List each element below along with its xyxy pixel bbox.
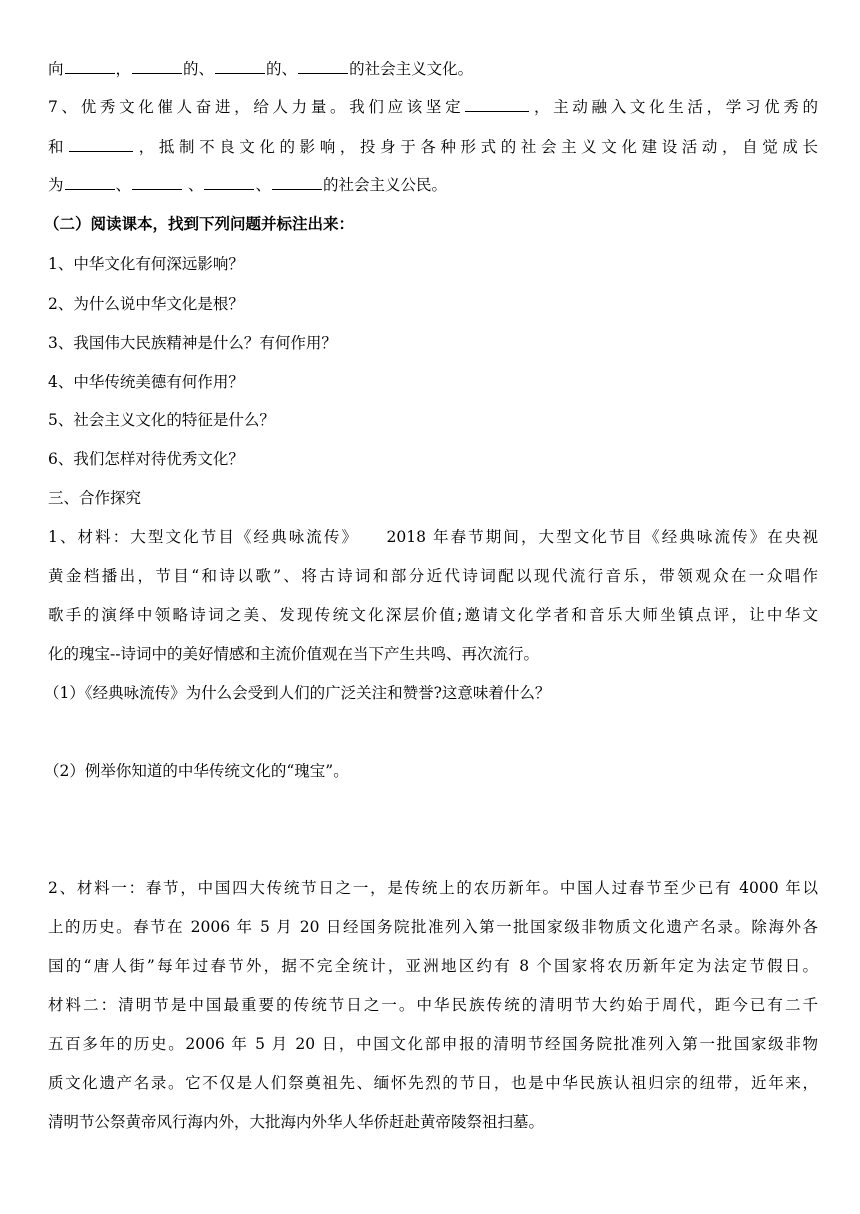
blank-field[interactable] <box>272 174 322 190</box>
blank-field[interactable] <box>132 174 182 190</box>
fill-text: 的、 <box>183 60 215 78</box>
material-1-line: 1、材料：大型文化节目《经典咏流传》 2018 年春节期间，大型文化节目《经典咏流传》在央视 <box>48 528 818 546</box>
item-7-line-3 <box>48 174 818 195</box>
question-item: 2、为什么说中华文化是根？ <box>48 295 244 313</box>
blank-field[interactable] <box>204 174 254 190</box>
question-item: 5、社会主义文化的特征是什么？ <box>48 411 275 429</box>
material-1-question-2: （2）例举你知道的中华传统文化的“瑰宝”。 <box>44 762 349 780</box>
blank-field[interactable] <box>132 58 182 74</box>
section-coop-heading: 三、合作探究 <box>48 489 142 507</box>
blank-field[interactable] <box>65 174 115 190</box>
blank-field[interactable] <box>298 58 348 74</box>
material-1-question-1: （1）《经典咏流传》为什么会受到人们的广泛关注和赞誉?这意味着什么？ <box>44 684 551 702</box>
item-7-line-2 <box>48 136 818 157</box>
material-2-line: 上的历史。春节在 2006 年 5 月 20 日经国务院批准列入第一批国家级非物质文化遗产名录。除海外各 <box>48 918 818 936</box>
fill-text: 向 <box>48 60 64 78</box>
fill-text: 、 <box>187 176 204 194</box>
question-item: 6、我们怎样对待优秀文化？ <box>48 450 244 468</box>
section-read-heading: （二）阅读课本，找到下列问题并标注出来： <box>44 214 355 233</box>
fill-text: 的社会主义文化。 <box>349 60 474 78</box>
material-1-line: 化的瑰宝--诗词中的美好情感和主流价值观在当下产生共鸣、再次流行。 <box>48 645 539 663</box>
material-1-line: 歌手的演绎中领略诗词之美、发现传统文化深层价值;邀请文化学者和音乐大师坐镇点评，让中华文 <box>48 606 818 624</box>
blank-field[interactable] <box>65 58 115 74</box>
fill-text: ，主动融入文化生活，学习优秀的 <box>530 98 818 116</box>
question-item: 4、中华传统美德有何作用？ <box>48 373 244 391</box>
question-item: 1、中华文化有何深远影响？ <box>48 255 244 273</box>
fill-text: 、 <box>255 176 271 194</box>
blank-field[interactable] <box>69 136 133 152</box>
material-2-line: 国的“唐人街”每年过春节外，据不完全统计，亚洲地区约有 8 个国家将农历新年定为法定节假日。 <box>48 957 818 975</box>
fill-text: 和 <box>48 138 69 156</box>
material-2-line: 材料二：清明节是中国最重要的传统节日之一。中华民族传统的清明节大约始于周代，距今已有二千 <box>48 996 818 1014</box>
material-2-line: 清明节公祭黄帝风行海内外，大批海内外华人华侨赶赴黄帝陵祭祖扫墓。 <box>48 1113 545 1131</box>
fill-text: ，抵制不良文化的影响，投身于各种形式的社会主义文化建设活动，自觉成长 <box>134 138 818 156</box>
fill-text: 的社会主义公民。 <box>323 176 448 194</box>
fill-text: 、 <box>115 176 132 194</box>
blank-field[interactable] <box>215 58 265 74</box>
item-7-line-1 <box>48 96 818 117</box>
fill-text: ， <box>115 60 132 78</box>
fill-text: 7、优秀文化催人奋进，给人力量。我们应该坚定 <box>48 98 465 116</box>
material-2-line: 2、材料一：春节，中国四大传统节日之一，是传统上的农历新年。中国人过春节至少已有 4000 年以 <box>48 879 818 897</box>
material-2-line: 五百多年的历史。2006 年 5 月 20 日，中国文化部申报的清明节经国务院批准列入第一批国家级非物 <box>48 1035 818 1053</box>
material-2-line: 质文化遗产名录。它不仅是人们祭奠祖先、缅怀先烈的节日，也是中华民族认祖归宗的纽带，近年来， <box>48 1074 818 1092</box>
question-item: 3、我国伟大民族精神是什么？有何作用？ <box>48 334 337 352</box>
fill-text: 的、 <box>266 60 298 78</box>
blank-field[interactable] <box>465 96 529 112</box>
fill-text: 为 <box>48 176 64 194</box>
fill-line-1 <box>48 58 818 79</box>
material-1-line: 黄金档播出，节目“和诗以歌”、将古诗词和部分近代诗词配以现代流行音乐，带领观众在一众唱作 <box>48 567 818 585</box>
